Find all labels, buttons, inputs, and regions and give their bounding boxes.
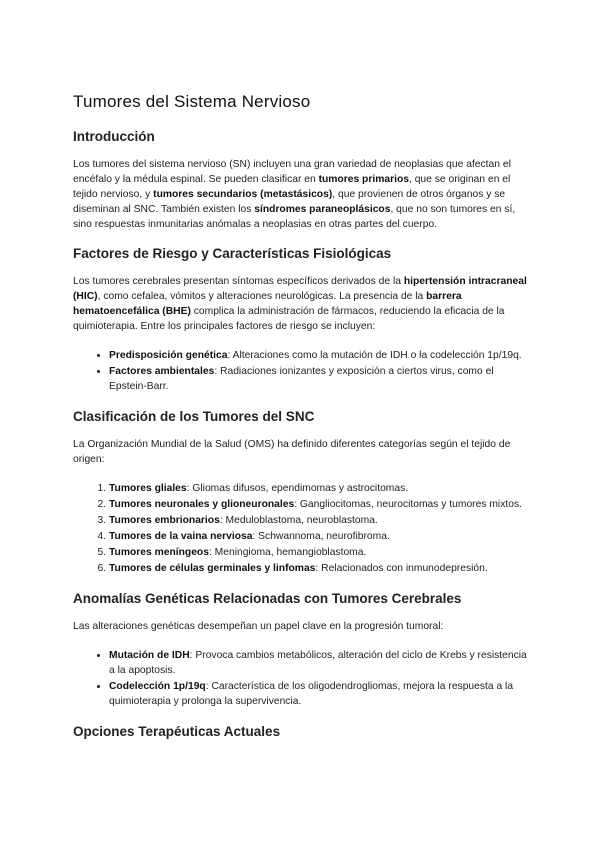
bold-term: tumores primarios (318, 174, 409, 185)
list-item-text: : Radiaciones ionizantes y exposición a ciertos virus, como el Epstein-Barr. (109, 366, 494, 392)
section-heading-classification: Clasificación de los Tumores del SNC (73, 409, 315, 424)
intro-paragraph (73, 157, 533, 232)
list-item-text: : Gangliocitomas, neurocitomas y tumores mixtos. (294, 499, 522, 510)
list-item-label: Factores ambientales (109, 366, 215, 377)
list-item (109, 545, 533, 560)
text-run: Los tumores cerebrales presentan síntomas específicos derivados de la (73, 276, 404, 287)
list-item (109, 497, 533, 512)
list-item-label: Tumores embrionarios (109, 515, 220, 526)
bold-term: barrera hematoencefálica (BHE) (73, 291, 462, 317)
section-heading-intro: Introducción (73, 129, 155, 144)
list-item-label: Tumores de la vaina nerviosa (109, 531, 253, 542)
section-heading-therapy: Opciones Terapéuticas Actuales (73, 724, 281, 739)
text-run: , que provienen de otros órganos y se diseminan al SNC. También existen los (73, 189, 506, 215)
list-item-text: : Gliomas difusos, ependimomas y astrocitomas. (186, 483, 409, 494)
genetics-intro: Las alteraciones genéticas desempeñan un papel clave en la progresión tumoral: (73, 621, 444, 632)
risk-paragraph (73, 274, 533, 334)
document-title: Tumores del Sistema Nervioso (73, 92, 311, 111)
list-item-text: : Meduloblastoma, neuroblastoma. (219, 515, 378, 526)
list-item-text: : Relacionados con inmunodepresión. (315, 563, 488, 574)
list-item-text: : Meningioma, hemangioblastoma. (208, 547, 367, 558)
list-item-label: Tumores de células germinales y linfomas (109, 563, 316, 574)
list-item-label: Tumores meníngeos (109, 547, 209, 558)
list-item-label: Codelección 1p/19q (109, 681, 206, 692)
text-run: , que no son tumores en sí, sino respuestas inmunitarias anómalas a neoplasias en otras partes del cuerpo. (73, 204, 516, 230)
list-item (109, 364, 533, 394)
list-item (109, 481, 533, 496)
bold-term: hipertensión intracraneal (HIC) (73, 276, 527, 302)
list-item-label: Predisposición genética (109, 350, 228, 361)
list-item-label: Mutación de IDH (109, 650, 190, 661)
document-content (73, 92, 533, 752)
list-item (109, 648, 533, 678)
list-item (109, 348, 533, 363)
text-run: , como cefalea, vómitos y alteraciones neurológicas. La presencia de la (97, 291, 427, 302)
text-run: complica la administración de fármacos, reduciendo la eficacia de la quimioterapia. Entre los principales factores de riesgo se incluyen: (73, 306, 505, 332)
bold-term: síndromes paraneoplásicos (254, 204, 391, 215)
classification-list (73, 481, 533, 576)
list-item-text: : Schwannoma, neurofibroma. (252, 531, 390, 542)
genetics-list (73, 648, 533, 709)
bold-term: tumores secundarios (metastásicos) (153, 189, 333, 200)
list-item-text: : Provoca cambios metabólicos, alteración del ciclo de Krebs y resistencia a la apoptosis. (109, 650, 527, 676)
text-run: , que se originan en el tejido nervioso, y (73, 174, 511, 200)
classification-intro: La Organización Mundial de la Salud (OMS) ha definido diferentes categorías según el tejido de origen: (73, 439, 511, 465)
list-item-text: : Característica de los oligodendrogliomas, mejora la respuesta a la quimioterapia y prolonga la supervivencia. (109, 681, 514, 707)
section-heading-risk: Factores de Riesgo y Características Fisiológicas (73, 246, 392, 261)
list-item (109, 561, 533, 576)
list-item-label: Tumores neuronales y glioneuronales (109, 499, 295, 510)
list-item (109, 679, 533, 709)
list-item (109, 513, 533, 528)
list-item-label: Tumores gliales (109, 483, 187, 494)
list-item-text: : Alteraciones como la mutación de IDH o la codelección 1p/19q. (227, 350, 522, 361)
list-item (109, 529, 533, 544)
text-run: Los tumores del sistema nervioso (SN) incluyen una gran variedad de neoplasias que afectan el encéfalo y la médula espinal. Se pueden clasificar en (73, 159, 511, 185)
risk-factor-list (73, 348, 533, 394)
section-heading-genetics: Anomalías Genéticas Relacionadas con Tumores Cerebrales (73, 591, 462, 606)
